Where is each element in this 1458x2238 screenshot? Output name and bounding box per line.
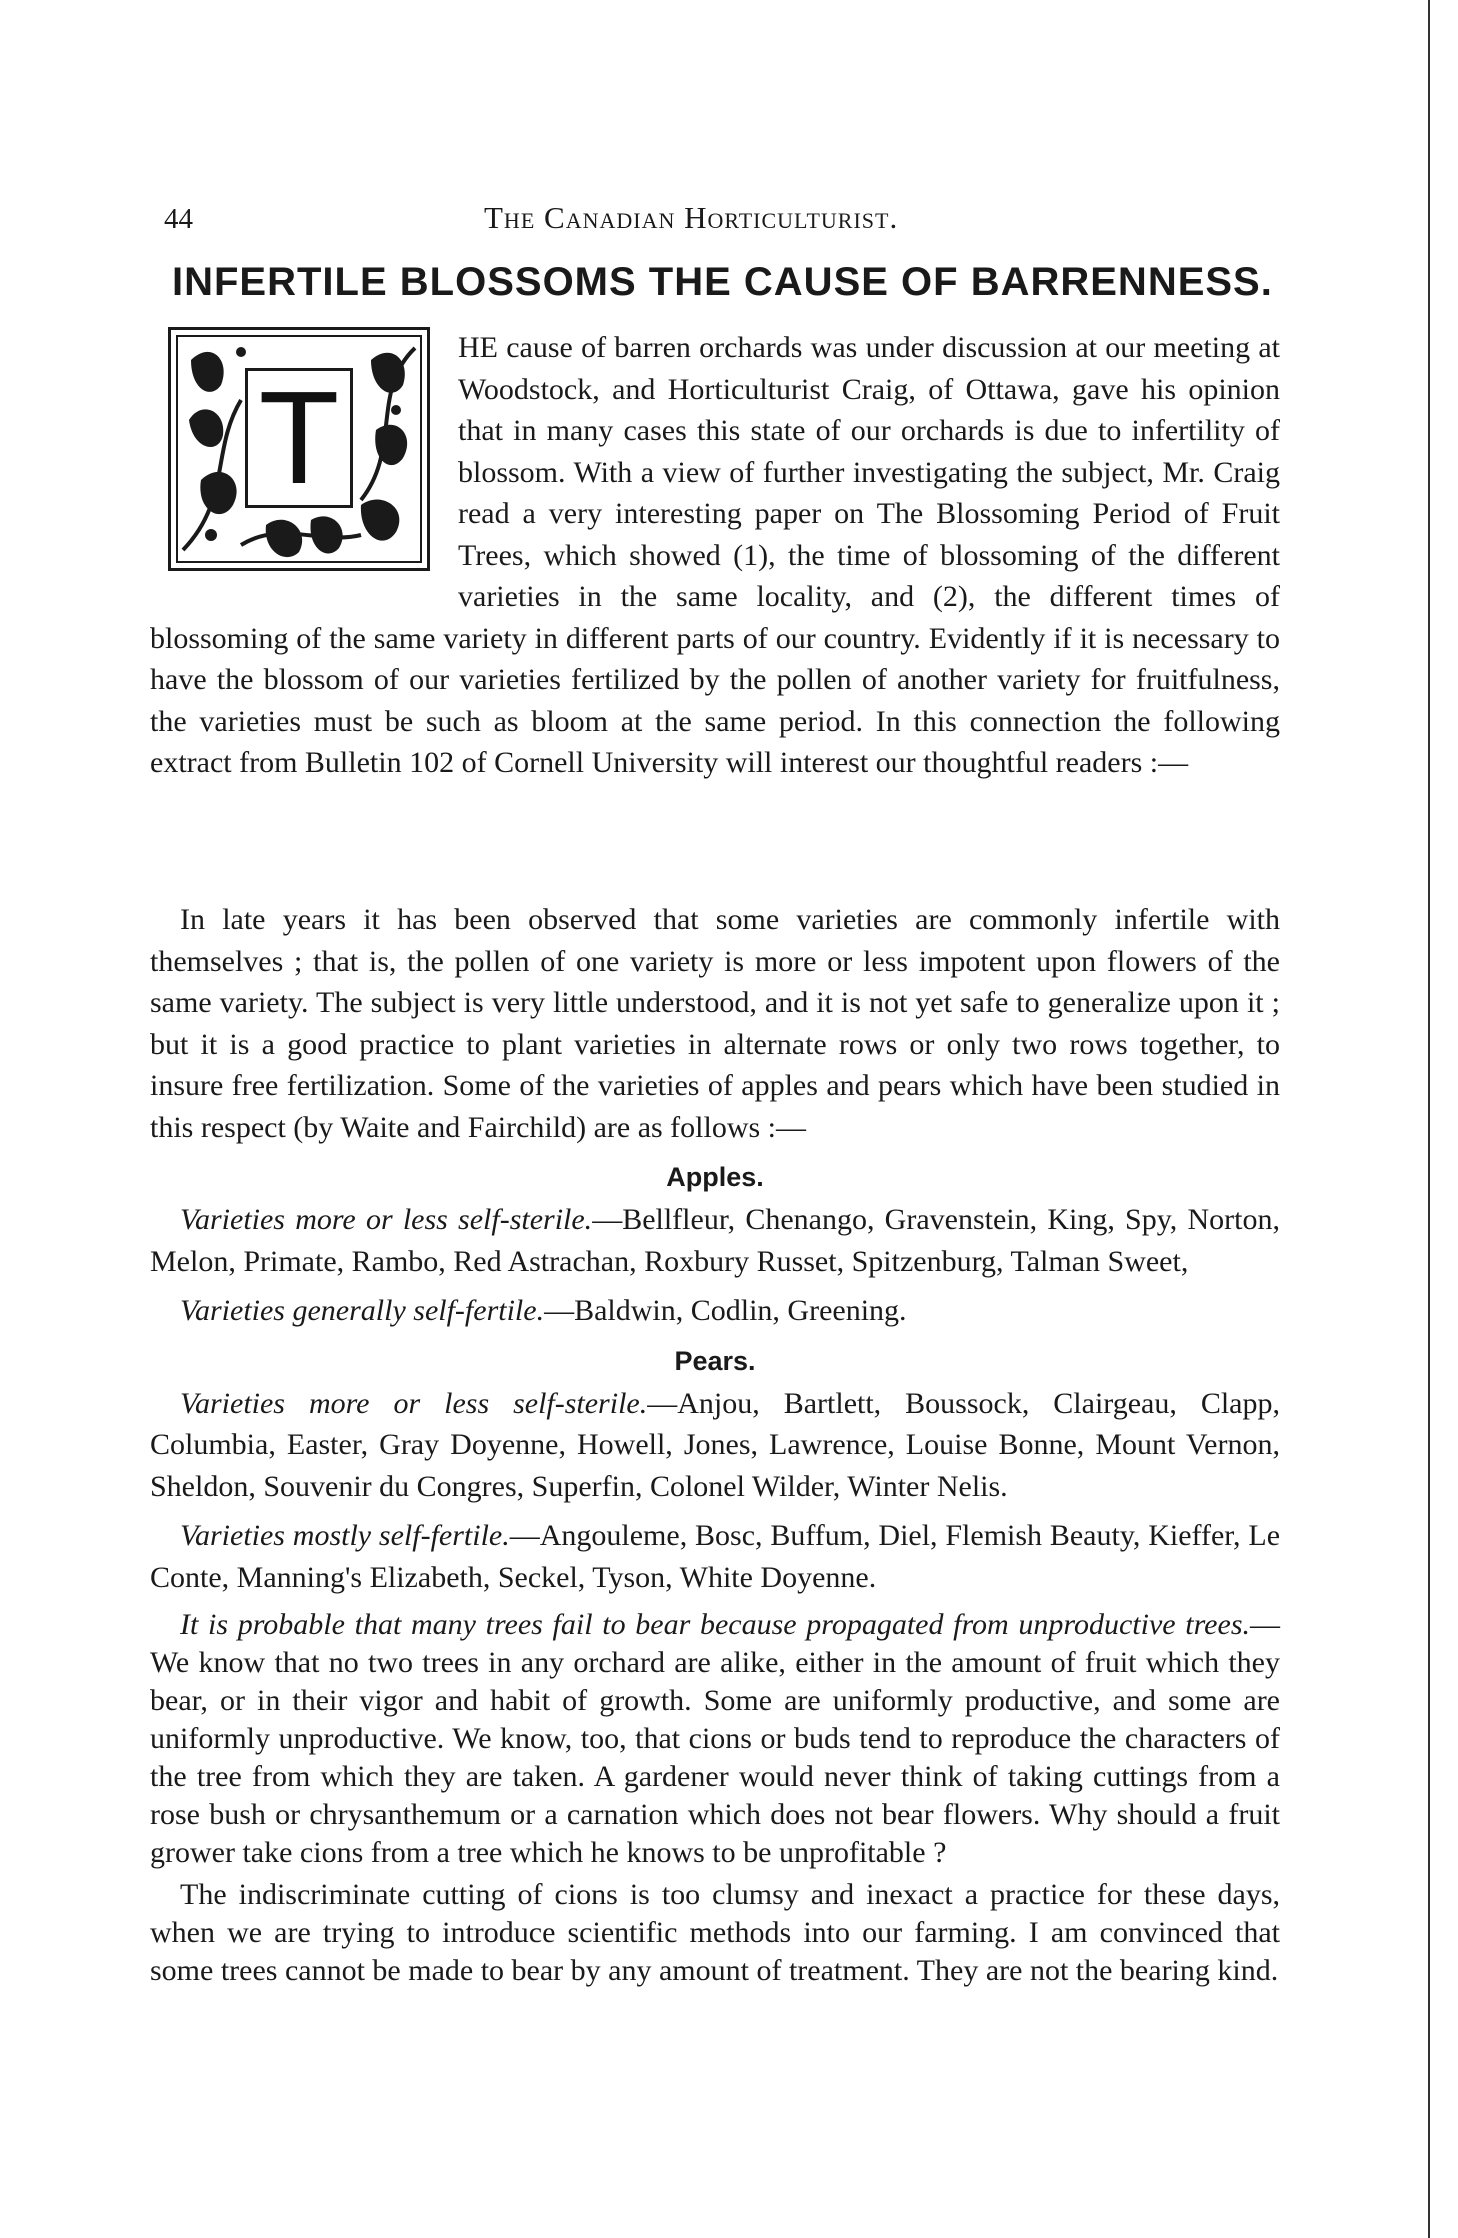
apples-sterile-list: —Bellfleur, Chenango, Gravenstein, King, Spy, Norton, Melon, Primate, Rambo, Red Astrachan, Roxbury Russet, Spitzenburg, Talman Sweet, bbox=[150, 1203, 1280, 1278]
pears-sterile-label: Varieties more or less self-sterile. bbox=[180, 1386, 648, 1420]
apples-fertile-label: Varieties generally self-fertile. bbox=[180, 1294, 545, 1327]
pears-fertile-label: Varieties mostly self-fertile. bbox=[180, 1519, 510, 1552]
page-number: 44 bbox=[164, 203, 193, 235]
intro-section bbox=[150, 327, 1280, 887]
propagation-body: —We know that no two trees in any orchard are alike, either in the amount of fruit which they bear, or in their vigor and habit of growth. Some are uniformly productive, and some are uniformly unproductive. We know, too, that cions or buds tend to reproduce the characters of the tree from which they are taken. A gardener would never think of taking cuttings from a rose bush or chrysanthemum or a carnation which does not bear flowers. Why should a fruit grower take cions from a tree which he knows to be unprofitable ? bbox=[150, 1608, 1280, 1869]
journal-title: The Canadian Horticulturist. bbox=[484, 200, 899, 235]
apples-sterile-label: Varieties more or less self-sterile. bbox=[180, 1203, 593, 1236]
apples-heading: Apples. bbox=[666, 1162, 764, 1192]
propagation-paragraph bbox=[150, 1606, 1280, 1872]
pears-self-fertile bbox=[150, 1515, 1280, 1598]
bulletin-quote: In late years it has been observed that some varieties are commonly infertile with themselves ; that is, the pollen of one variety is more or less impotent upon flowers of the same variety. The subject is very little understood, and it is not yet safe to generalize upon it ; but it is a good practice to plant varieties in alternate rows or only two rows together, to insure free fertilization. Some of the varieties of apples and pears which have been studied in this respect (by Waite and Fairchild) are as follows :— bbox=[150, 903, 1280, 1144]
page-edge-line bbox=[1428, 0, 1430, 2238]
apples-fertile-list: —Baldwin, Codlin, Greening. bbox=[544, 1294, 907, 1327]
pears-fertile-list: —Angouleme, Bosc, Buffum, Diel, Flemish Beauty, Kieffer, Le Conte, Manning's Elizabeth, Seckel, Tyson, White Doyenne. bbox=[150, 1519, 1281, 1594]
intro-paragraph: HE cause of barren orchards was under discussion at our meeting at Woodstock, and Horticulturist Craig, of Ottawa, gave his opinion that in many cases this state of our orchards is due to infertility of blossom. With a view of further investigating the subject, Mr. Craig read a very interesting paper on The Blossoming Period of Fruit Trees, which showed (1), the time of blossoming of the different varieties in the same locality, and (2), the different times of blossoming of the same variety in different parts of our country. Evidently if it is necessary to have the blossom of our varieties fertilized by the pollen of another variety for fruitfulness, the varieties must be such as bloom at the same period. In this connection the following extract from Bulletin 102 of Cornell University will interest our thoughtful readers :— bbox=[150, 331, 1280, 779]
pears-sterile-list: —Anjou, Bartlett, Boussock, Clairgeau, Clapp, Columbia, Easter, Gray Doyenne, Howell, Jones, Lawrence, Louise Bonne, Mount Vernon, Sheldon, Souvenir du Congres, Superfin, Colonel Wilder, Winter Nelis. bbox=[150, 1386, 1280, 1503]
pears-self-sterile bbox=[150, 1383, 1280, 1508]
running-head bbox=[164, 200, 1280, 236]
drop-cap-letter: T bbox=[245, 368, 353, 508]
article-title: INFERTILE BLOSSOMS THE CAUSE OF BARRENNESS. bbox=[172, 260, 1273, 304]
page bbox=[150, 200, 1280, 1990]
closing-paragraph: The indiscriminate cutting of cions is too clumsy and inexact a practice for these days, when we are trying to introduce scientific methods into our farming. I am convinced that some trees cannot be made to bear by any amount of treatment. They are not the bearing kind. bbox=[150, 1878, 1280, 1987]
apples-self-fertile bbox=[150, 1290, 1280, 1332]
propagation-lead: It is probable that many trees fail to bear because propagated from unproductive trees. bbox=[180, 1608, 1250, 1641]
drop-cap-ornament bbox=[168, 327, 430, 571]
apples-self-sterile bbox=[150, 1199, 1280, 1282]
pears-heading: Pears. bbox=[674, 1345, 756, 1376]
